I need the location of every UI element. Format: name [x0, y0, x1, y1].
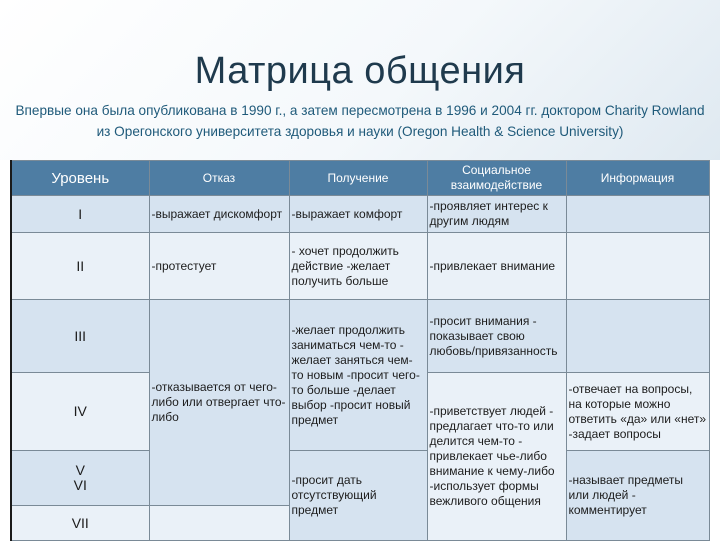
table-header-row — [11, 161, 709, 196]
level-cell: IV — [11, 373, 149, 451]
info-cell — [566, 196, 709, 233]
social-cell: -просит внимания - показывает свою любовь/привязанность — [427, 300, 566, 373]
header-info: Информация — [566, 161, 709, 196]
info-cell: -называет предметы или людей - комментирует — [566, 451, 709, 541]
header-refusal: Отказ — [149, 161, 289, 196]
getting-cell: -желает продолжить заниматься чем-то - желает заняться чем-то новым -просит чего-то больше -делает выбор -просит новый предмет — [289, 300, 427, 451]
refusal-cell: -выражает дискомфорт — [149, 196, 289, 233]
social-cell: -привлекает внимание — [427, 233, 566, 300]
refusal-cell — [149, 506, 289, 541]
table-row — [11, 300, 709, 373]
info-cell: -отвечает на вопросы, на которые можно ответить «да» или «нет» -задает вопросы — [566, 373, 709, 451]
table-row — [11, 233, 709, 300]
header-level: Уровень — [11, 161, 149, 196]
level-cell: VII — [11, 506, 149, 541]
table-row — [11, 196, 709, 233]
level-cell: I — [11, 196, 149, 233]
info-cell — [566, 233, 709, 300]
table-row — [11, 451, 709, 506]
social-cell: -приветствует людей - предлагает что-то или делится чем-то - привлекает чье-либо внимание к чему-либо -использует формы вежливого общения — [427, 373, 566, 541]
refusal-cell: -протестует — [149, 233, 289, 300]
header-social: Социальное взаимодействие — [427, 161, 566, 196]
refusal-cell: -отказывается от чего-либо или отвергает что-либо — [149, 300, 289, 506]
header-getting: Получение — [289, 161, 427, 196]
getting-cell: -просит дать отсутствующий предмет — [289, 451, 427, 541]
level-label: VI — [73, 477, 87, 493]
level-cell — [11, 451, 149, 506]
level-cell: III — [11, 300, 149, 373]
social-cell: -проявляет интерес к другим людям — [427, 196, 566, 233]
communication-matrix-table — [10, 160, 710, 541]
level-cell: II — [11, 233, 149, 300]
getting-cell: - хочет продолжить действие -желает получить больше — [289, 233, 427, 300]
level-label: V — [75, 462, 85, 478]
getting-cell: -выражает комфорт — [289, 196, 427, 233]
page-subtitle: Впервые она была опубликована в 1990 г., а затем пересмотрена в 1996 и 2004 гг. доктором Charity Rowland из Орегонского университета здоровья и науки (Oregon Health & Science University) — [15, 103, 705, 139]
page-title: Матрица общения — [194, 50, 526, 92]
info-cell — [566, 300, 709, 373]
